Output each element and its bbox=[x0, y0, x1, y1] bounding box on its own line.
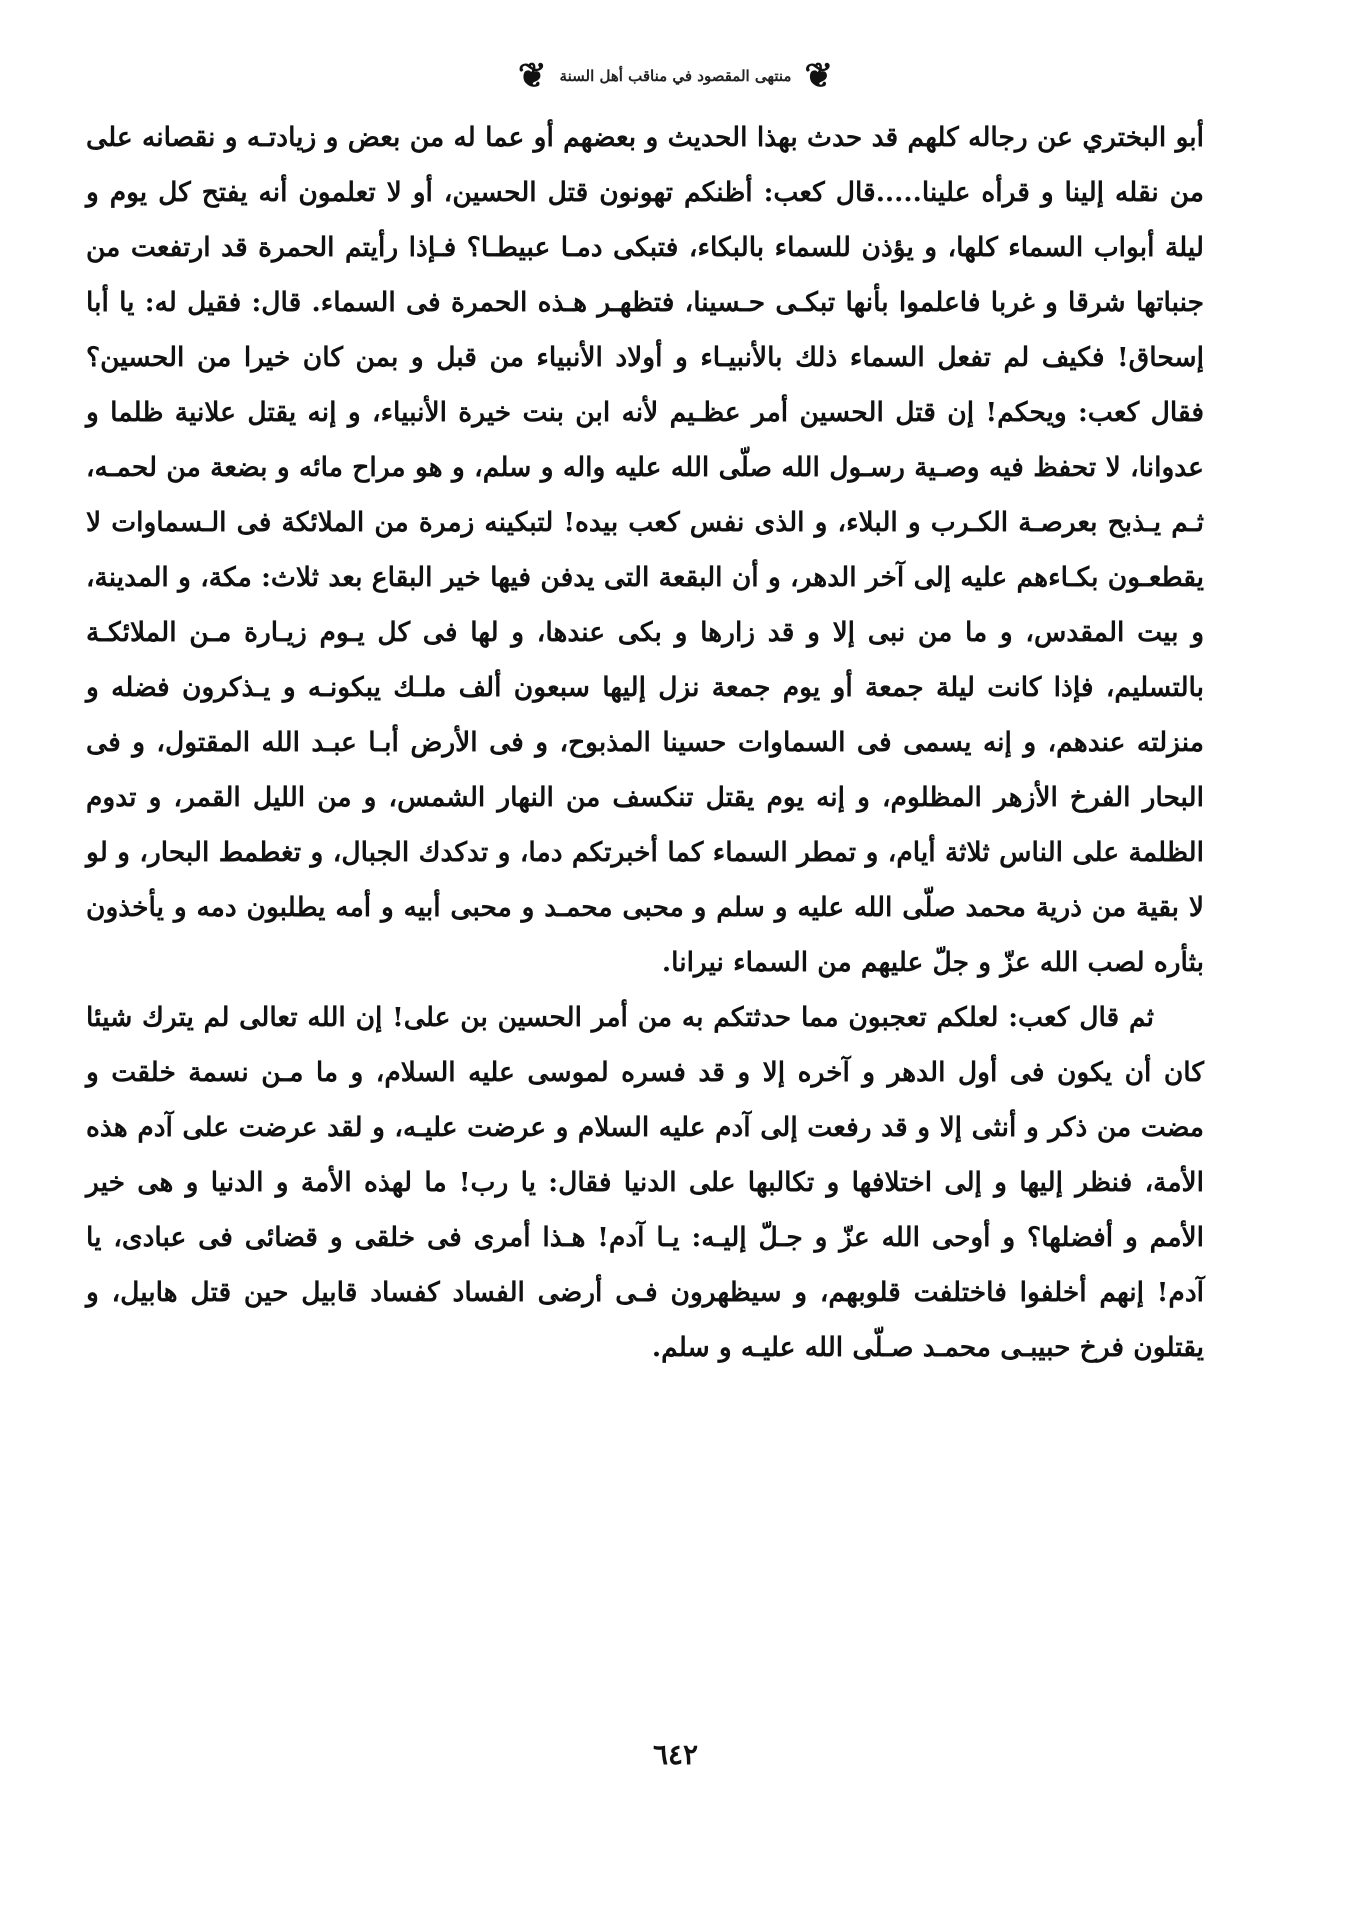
header-title: منتهى المقصود في مناقب أهل السنة bbox=[559, 67, 792, 85]
paragraph-2: ثم قال كعب: لعلكم تعجبون مما حدثتكم به من أمر الحسين بن على! إن الله تعالى لم يترك شيئا كان أن يكون فى أول الدهر و آخره إلا و قد فسره لموسى عليه السلام، و ما مـن نسمة خلقت و مضت من ذكر و أنثى إلا و قد رفعت إلى آدم عليه السلام و عرضت عليـه، و لقد عرضت على آدم هذه الأمة، فنظر إليها و إلى اختلافها و تكالبها على الدنيا فقال: يا رب! ما لهذه الأمة و الدنيا و هى خير الأمم و أفضلها؟ و أوحى الله عزّ و جـلّ إليـه: يـا آدم! هـذا أمرى فى خلقى و قضائى فى عبادى، يا آدم! إنهم أخلفوا فاختلفت قلوبهم، و سيظهرون فـى أرضى الفساد كفساد قابيل حين قتل هابيل، و يقتلون فرخ حبيبـى محمـد صـلّى الله عليـه و سلم. bbox=[86, 1002, 1204, 1363]
body-text bbox=[86, 110, 1204, 1375]
running-header bbox=[0, 56, 1351, 96]
header-ornament-right: ❦ bbox=[804, 56, 834, 96]
paragraph-1: أبو البختري عن رجاله كلهم قد حدث بهذا الحديث و بعضهم أو عما له من بعض و زيادتـه و نقصانه على من نقله إلينا و قرأه علينا.....قال كعب: أظنكم تهونون قتل الحسين، أو لا تعلمون أنه يفتح كل يوم و ليلة أبواب السماء كلها، و يؤذن للسماء بالبكاء، فتبكى دمـا عبيطـا؟ فـإذا رأيتم الحمرة قد ارتفعت من جنباتها شرقا و غربا فاعلموا بأنها تبكـى حـسينا، فتظهـر هـذه الحمرة فى السماء. قال: فقيل له: يا أبا إسحاق! فكيف لم تفعل السماء ذلك بالأنبيـاء و أولاد الأنبياء من قبل و بمن كان خيرا من الحسين؟ فقال كعب: ويحكم! إن قتل الحسين أمر عظـيم لأنه ابن بنت خيرة الأنبياء، و إنه يقتل علانية ظلما و عدوانا، لا تحفظ فيه وصـية رسـول الله صلّى الله عليه واله و سلم، و هو مراح مائه و بضعة من لحمـه، ثـم يـذبح بعرصـة الكـرب و البلاء، و الذى نفس كعب بيده! لتبكينه زمرة من الملائكة فى الـسماوات لا يقطعـون بكـاءهم عليه إلى آخر الدهر، و أن البقعة التى يدفن فيها خير البقاع بعد ثلاث: مكة، و المدينة، و بيت المقدس، و ما من نبى إلا و قد زارها و بكى عندها، و لها فى كل يـوم زيـارة مـن الملائكـة بالتسليم، فإذا كانت ليلة جمعة أو يوم جمعة نزل إليها سبعون ألف ملـك يبكونـه و يـذكرون فضله و منزلته عندهم، و إنه يسمى فى السماوات حسينا المذبوح، و فى الأرض أبـا عبـد الله المقتول، و فى البحار الفرخ الأزهر المظلوم، و إنه يوم يقتل تنكسف من النهار الشمس، و من الليل القمر، و تدوم الظلمة على الناس ثلاثة أيام، و تمطر السماء كما أخبرتكم دما، و تدكدك الجبال، و تغطمط البحار، و لو لا بقية من ذرية محمد صلّى الله عليه و سلم و محبى محمـد و محبى أبيه و أمه يطلبون دمه و يأخذون بثأره لصب الله عزّ و جلّ عليهم من السماء نيرانا. bbox=[86, 122, 1204, 978]
header-ornament-left: ❦ bbox=[517, 56, 547, 96]
page-number: ٦٤٢ bbox=[652, 1738, 699, 1771]
